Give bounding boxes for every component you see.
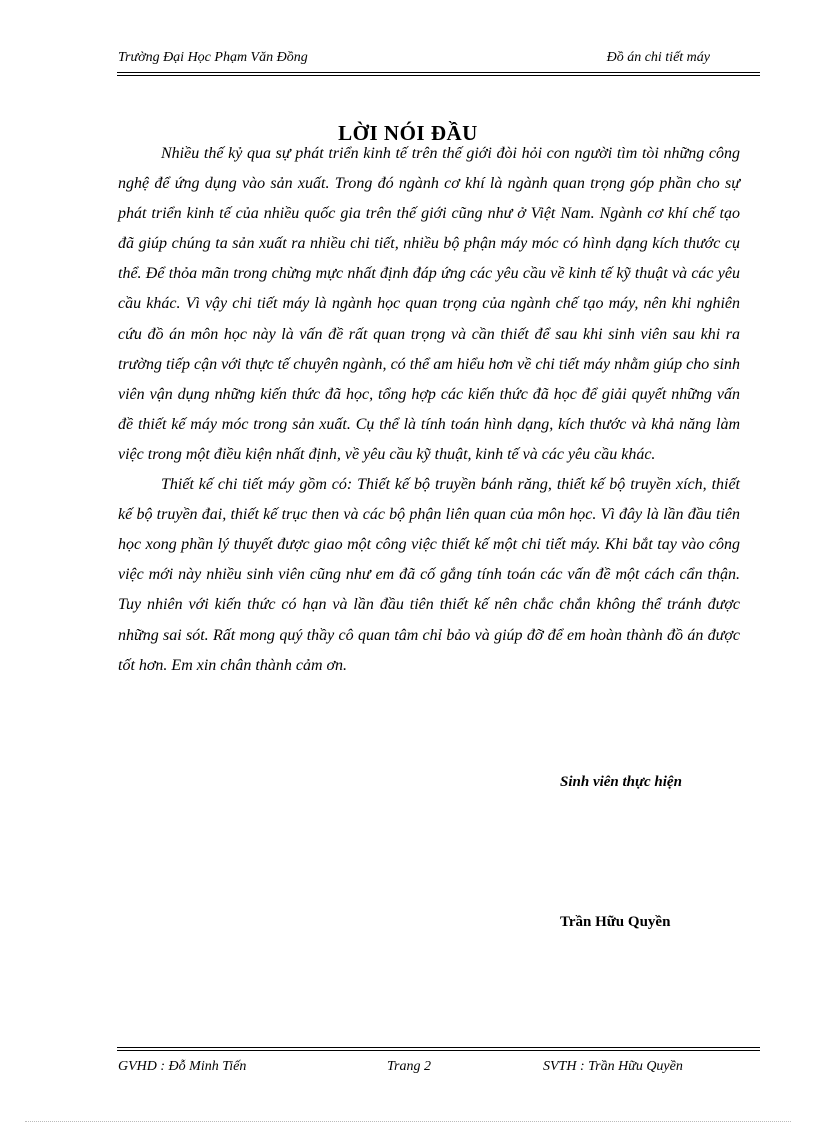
- page-footer: [118, 1059, 760, 1079]
- header-subject: Đồ án chi tiết máy: [606, 50, 710, 65]
- footer-student: SVTH : Trần Hữu Quyền: [543, 1059, 683, 1074]
- footer-rule-bottom: [117, 1050, 760, 1051]
- footer-advisor: GVHD : Đỗ Minh Tiến: [118, 1059, 247, 1074]
- document-body: [118, 139, 740, 681]
- page-header: [118, 50, 760, 70]
- signer-label: Sinh viên thực hiện: [560, 774, 682, 790]
- footer-rule-top: [117, 1047, 760, 1048]
- signer-name: Trần Hữu Quyền: [560, 914, 671, 930]
- page-title: LỜI NÓI ĐẦU: [338, 121, 478, 145]
- footer-page-number: Trang 2: [387, 1059, 431, 1074]
- page-bottom-divider: [25, 1121, 791, 1122]
- header-rule-bottom: [117, 75, 760, 76]
- header-school: Trường Đại Học Phạm Văn Đồng: [118, 50, 308, 65]
- paragraph-2: Thiết kế chi tiết máy gồm có: Thiết kế bộ truyền bánh răng, thiết kế bộ truyền xích, thiết kế bộ truyền đai, thiết kế trục then và các bộ phận liên quan của môn học. Vì đây là lần đầu tiên học xong phần lý thuyết được giao một công việc thiết kế một chi tiết máy. Khi bắt tay vào công việc mới này nhiều sinh viên cũng như em đã cố gắng tính toán các vấn đề một cách cẩn thận. Tuy nhiên với kiến thức có hạn và lần đầu tiên thiết kế nên chắc chắn không thể tránh được những sai sót. Rất mong quý thầy cô quan tâm chỉ bảo và giúp đỡ để em hoàn thành đồ án được tốt hơn. Em xin chân thành cảm ơn.: [118, 476, 740, 674]
- paragraph-1: Nhiều thế kỷ qua sự phát triển kinh tế trên thế giới đòi hỏi con người tìm tòi những công nghệ để ứng dụng vào sản xuất. Trong đó ngành cơ khí là ngành quan trọng góp phần cho sự phát triển kinh tế của nhiều quốc gia trên thế giới cũng như ở Việt Nam. Ngành cơ khí chế tạo đã giúp chúng ta sản xuất ra nhiều chi tiết, nhiều bộ phận máy móc có hình dạng kích thước cụ thể. Để thỏa mãn trong chừng mực nhất định đáp ứng các yêu cầu về kinh tế kỹ thuật và các yêu cầu khác. Vì vậy chi tiết máy là ngành học quan trọng của ngành chế tạo máy, nên khi nghiên cứu đồ án môn học này là vấn đề rất quan trọng và cần thiết để sau khi sinh viên sau khi ra trường tiếp cận với thực tế chuyên ngành, có thể am hiểu hơn về chi tiết máy nhằm giúp cho sinh viên vận dụng những kiến thức đã học, tổng hợp các kiến thức đã học để giải quyết những vấn đề thiết kế máy móc trong sản xuất. Cụ thể là tính toán hình dạng, kích thước và khả năng làm việc trong một điều kiện nhất định, về yêu cầu kỹ thuật, kinh tế và các yêu cầu khác.: [118, 145, 740, 463]
- header-rule-top: [117, 72, 760, 73]
